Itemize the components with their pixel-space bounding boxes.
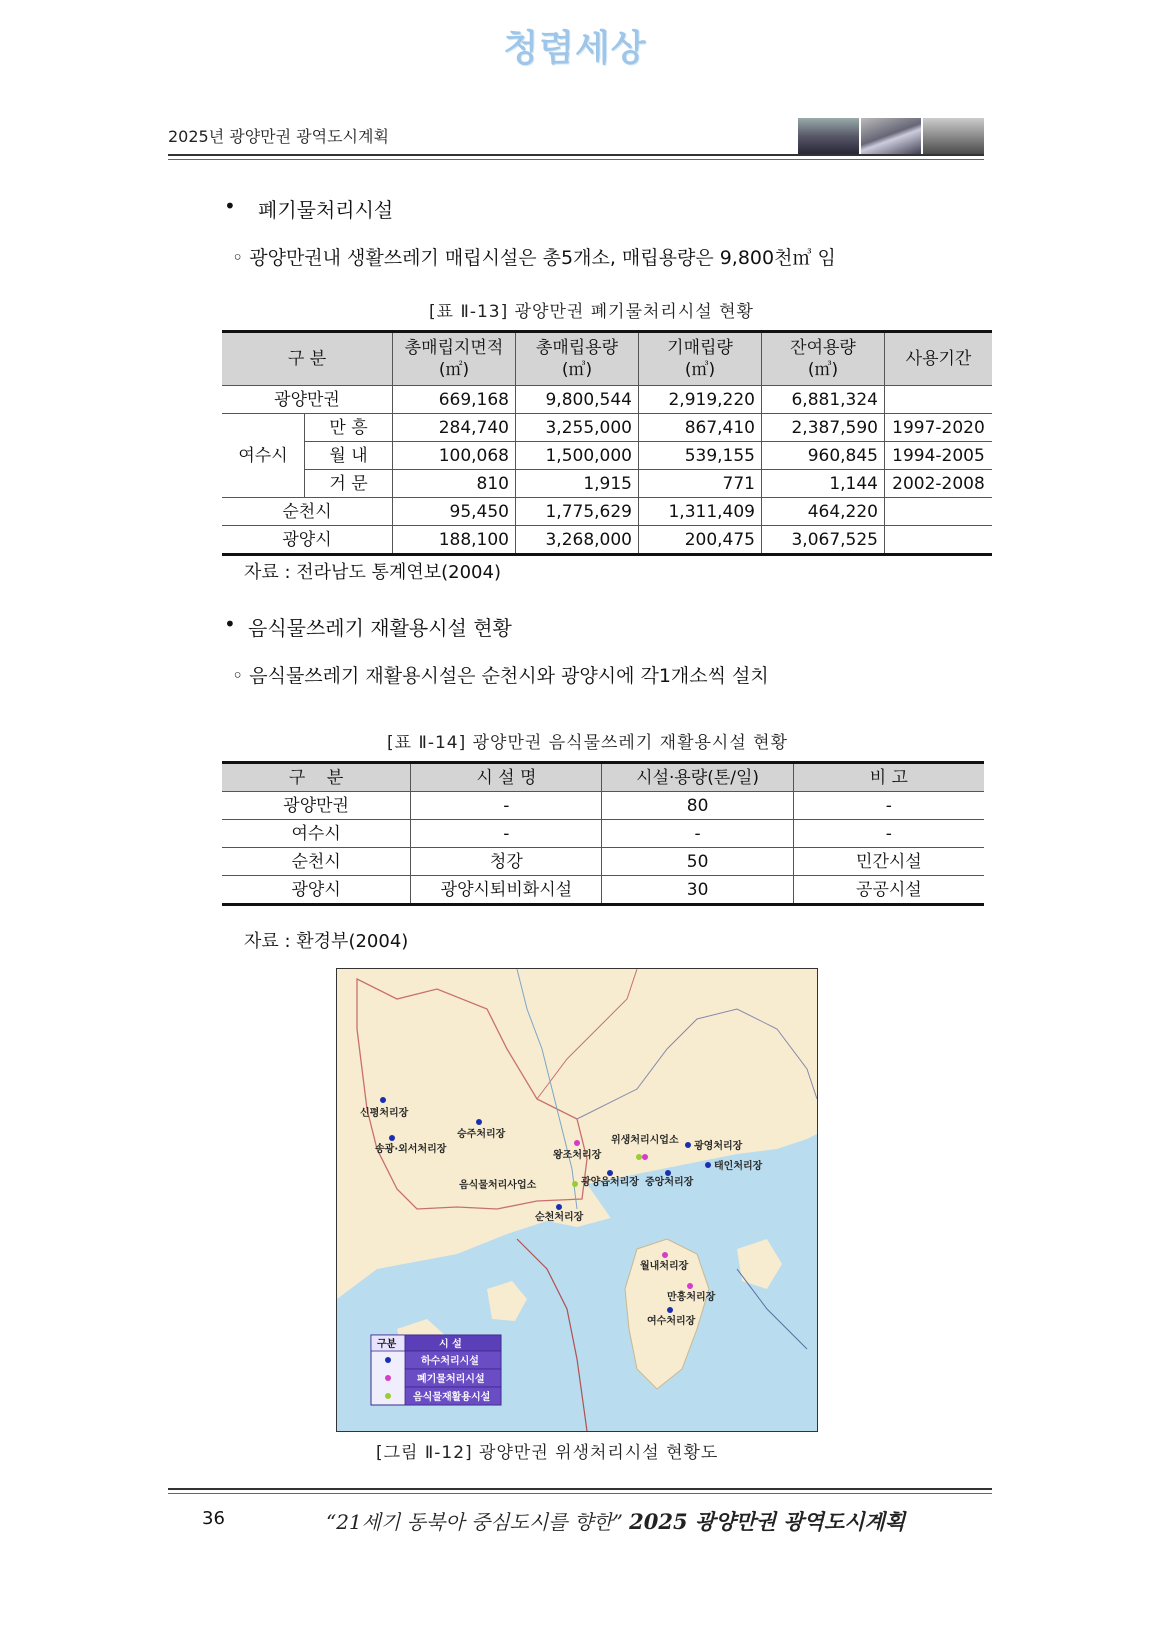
map-label: 승주처리장 — [457, 1129, 506, 1140]
cell-period — [885, 526, 993, 555]
header-divider — [168, 154, 984, 156]
table2-source: 자료 : 환경부(2004) — [244, 931, 409, 952]
footer-slogan — [326, 1506, 905, 1536]
marker-sanitation-2 — [642, 1154, 648, 1160]
cell-capacity: 30 — [602, 876, 793, 905]
map-label: 만흥처리장 — [667, 1292, 716, 1303]
table-header-row — [222, 763, 984, 792]
row-region: 여수시 — [222, 820, 411, 848]
marker-gwangyangeup — [607, 1170, 613, 1176]
cell-remaining: 464,220 — [762, 498, 885, 526]
header-facility-name: 시 설 명 — [411, 763, 602, 792]
cell-remaining: 960,845 — [762, 442, 885, 470]
section1-paragraph: ◦ 광양만권내 생활쓰레기 매립시설은 총5개소, 매립용량은 9,800천㎥ 임 — [232, 247, 836, 269]
table-row — [222, 442, 992, 470]
cell-used: 867,410 — [639, 414, 762, 442]
map-label: 신평처리장 — [360, 1108, 409, 1119]
map-river — [517, 969, 577, 1209]
cell-note: 민간시설 — [793, 848, 984, 876]
table-header-row — [222, 332, 992, 386]
map-label: 광양읍처리장 — [581, 1177, 639, 1188]
header-photo-2 — [861, 118, 922, 156]
marker-sanitation-1 — [636, 1154, 642, 1160]
table-row — [222, 498, 992, 526]
marker-taein — [705, 1162, 711, 1168]
cell-area: 810 — [393, 470, 516, 498]
table1-source: 자료 : 전라남도 통계연보(2004) — [244, 562, 501, 583]
cell-note: 공공시설 — [793, 876, 984, 905]
cell-capacity: 50 — [602, 848, 793, 876]
map-label: 위생처리시업소 — [611, 1135, 679, 1146]
marker-wolnae — [662, 1252, 668, 1258]
cell-period: 1997-2020 — [885, 414, 993, 442]
header-period: 사용기간 — [885, 332, 993, 386]
cell-period: 2002-2008 — [885, 470, 993, 498]
header-capacity: 시설·용량(톤/일) — [602, 763, 793, 792]
cell-capacity: - — [602, 820, 793, 848]
map-boundary — [577, 1009, 817, 1119]
map-boundary — [537, 969, 637, 1099]
header-photo-3 — [923, 118, 984, 156]
map-legend — [371, 1335, 501, 1405]
footer-divider — [168, 1488, 992, 1490]
cell-period — [885, 386, 993, 414]
bullet-icon: • — [224, 612, 236, 636]
cell-capacity: 3,268,000 — [516, 526, 639, 555]
header-used: 기매립량 (㎥) — [639, 332, 762, 386]
cell-capacity: 1,500,000 — [516, 442, 639, 470]
header-title: 2025년 광양만권 광역도시계획 — [168, 127, 389, 146]
cell-remaining: 1,144 — [762, 470, 885, 498]
cell-capacity: 80 — [602, 792, 793, 820]
cell-area: 95,450 — [393, 498, 516, 526]
row-region: 광양시 — [222, 876, 411, 905]
row-region: 광양만권 — [222, 792, 411, 820]
food-waste-table — [222, 761, 984, 906]
map-label: 송광·외서처리장 — [375, 1144, 447, 1155]
marker-songgwang — [389, 1135, 395, 1141]
cell-area: 188,100 — [393, 526, 516, 555]
table-row — [222, 792, 984, 820]
marker-gwangyeong — [685, 1142, 691, 1148]
cell-area: 100,068 — [393, 442, 516, 470]
marker-yeosu — [667, 1307, 673, 1313]
map-label: 음식물처리사업소 — [459, 1180, 537, 1191]
map-label: 여수처리장 — [647, 1316, 696, 1327]
map-svg — [337, 969, 817, 1431]
header-divider-thin — [168, 159, 984, 160]
page-number: 36 — [202, 1508, 225, 1529]
cell-note: - — [793, 820, 984, 848]
cell-facility-name: 광양시퇴비화시설 — [411, 876, 602, 905]
section2-paragraph: ◦ 음식물쓰레기 재활용시설은 순천시와 광양시에 각1개소씩 설치 — [232, 665, 769, 687]
row-region: 순천시 — [222, 848, 411, 876]
marker-wangjo — [574, 1140, 580, 1146]
header-category: 구 분 — [222, 763, 411, 792]
marker-sinpyeong — [380, 1097, 386, 1103]
legend-sewage-icon — [385, 1357, 391, 1363]
waste-facility-table — [222, 330, 992, 556]
table-row — [222, 386, 992, 414]
row-subregion: 월 내 — [305, 442, 393, 470]
cell-area: 284,740 — [393, 414, 516, 442]
row-region: 광양만권 — [222, 386, 393, 414]
map-label: 월내처리장 — [640, 1261, 689, 1272]
cell-remaining: 6,881,324 — [762, 386, 885, 414]
cell-capacity: 1,775,629 — [516, 498, 639, 526]
bullet-icon: • — [224, 194, 236, 218]
header-photo-1 — [798, 118, 859, 156]
map-label: 왕조처리장 — [553, 1150, 602, 1161]
map-label: 순천처리장 — [535, 1212, 584, 1223]
cell-used: 1,311,409 — [639, 498, 762, 526]
legend-header-facility: 시 설 — [439, 1339, 462, 1350]
table-row — [222, 848, 984, 876]
row-subregion: 만 흥 — [305, 414, 393, 442]
table-row — [222, 876, 984, 905]
cell-used: 771 — [639, 470, 762, 498]
cell-period — [885, 498, 993, 526]
header-total-capacity: 총매립용량 (㎥) — [516, 332, 639, 386]
map-label: 광영처리장 — [694, 1141, 743, 1152]
table-row — [222, 414, 992, 442]
cell-capacity: 3,255,000 — [516, 414, 639, 442]
header-category: 구 분 — [222, 332, 393, 386]
facility-map — [336, 968, 818, 1432]
table-row — [222, 470, 992, 498]
marker-manheung — [687, 1283, 693, 1289]
header-note: 비 고 — [793, 763, 984, 792]
header-remaining: 잔여용량 (㎥) — [762, 332, 885, 386]
header-total-area: 총매립지면적 (㎡) — [393, 332, 516, 386]
marker-seungju — [476, 1119, 482, 1125]
marker-food-processing — [572, 1181, 578, 1187]
row-region: 여수시 — [222, 414, 305, 498]
row-region: 순천시 — [222, 498, 393, 526]
footer-divider-thin — [168, 1493, 992, 1494]
section2-heading: 음식물쓰레기 재활용시설 현황 — [248, 616, 512, 640]
row-region: 광양시 — [222, 526, 393, 555]
cell-used: 2,919,220 — [639, 386, 762, 414]
legend-food-icon — [385, 1393, 391, 1399]
map-label: 태인처리장 — [714, 1161, 763, 1172]
map-label: 중앙처리장 — [645, 1177, 694, 1188]
legend-item: 폐기물처리시설 — [417, 1374, 485, 1385]
cell-facility-name: - — [411, 820, 602, 848]
footer-title: 2025 광양만권 광역도시계획 — [629, 1509, 906, 1534]
table2-caption: [표 Ⅱ-14] 광양만권 음식물쓰레기 재활용시설 현황 — [387, 733, 789, 753]
cell-note: - — [793, 792, 984, 820]
cell-used: 539,155 — [639, 442, 762, 470]
figure-caption: [그림 Ⅱ-12] 광양만권 위생처리시설 현황도 — [376, 1443, 719, 1463]
table1-caption: [표 Ⅱ-13] 광양만권 폐기물처리시설 현황 — [429, 302, 754, 322]
cell-period: 1994-2005 — [885, 442, 993, 470]
row-subregion: 거 문 — [305, 470, 393, 498]
table-row — [222, 526, 992, 555]
cell-remaining: 3,067,525 — [762, 526, 885, 555]
table-row — [222, 820, 984, 848]
marker-jungang — [665, 1170, 671, 1176]
cell-area: 669,168 — [393, 386, 516, 414]
cell-facility-name: - — [411, 792, 602, 820]
header-logo: 청렴세상 — [503, 27, 647, 69]
legend-waste-icon — [385, 1375, 391, 1381]
cell-remaining: 2,387,590 — [762, 414, 885, 442]
map-boundary — [357, 979, 587, 1209]
cell-capacity: 1,915 — [516, 470, 639, 498]
marker-suncheon — [556, 1204, 562, 1210]
cell-used: 200,475 — [639, 526, 762, 555]
legend-header-category: 구분 — [377, 1339, 397, 1350]
cell-capacity: 9,800,544 — [516, 386, 639, 414]
section1-heading: 폐기물처리시설 — [258, 198, 394, 222]
footer-quote: “21세기 동북아 중심도시를 향한” — [326, 1510, 623, 1534]
header-photos — [798, 118, 984, 156]
cell-facility-name: 청강 — [411, 848, 602, 876]
legend-item: 하수처리시설 — [421, 1356, 479, 1367]
legend-item: 음식물재활용시설 — [413, 1392, 491, 1403]
